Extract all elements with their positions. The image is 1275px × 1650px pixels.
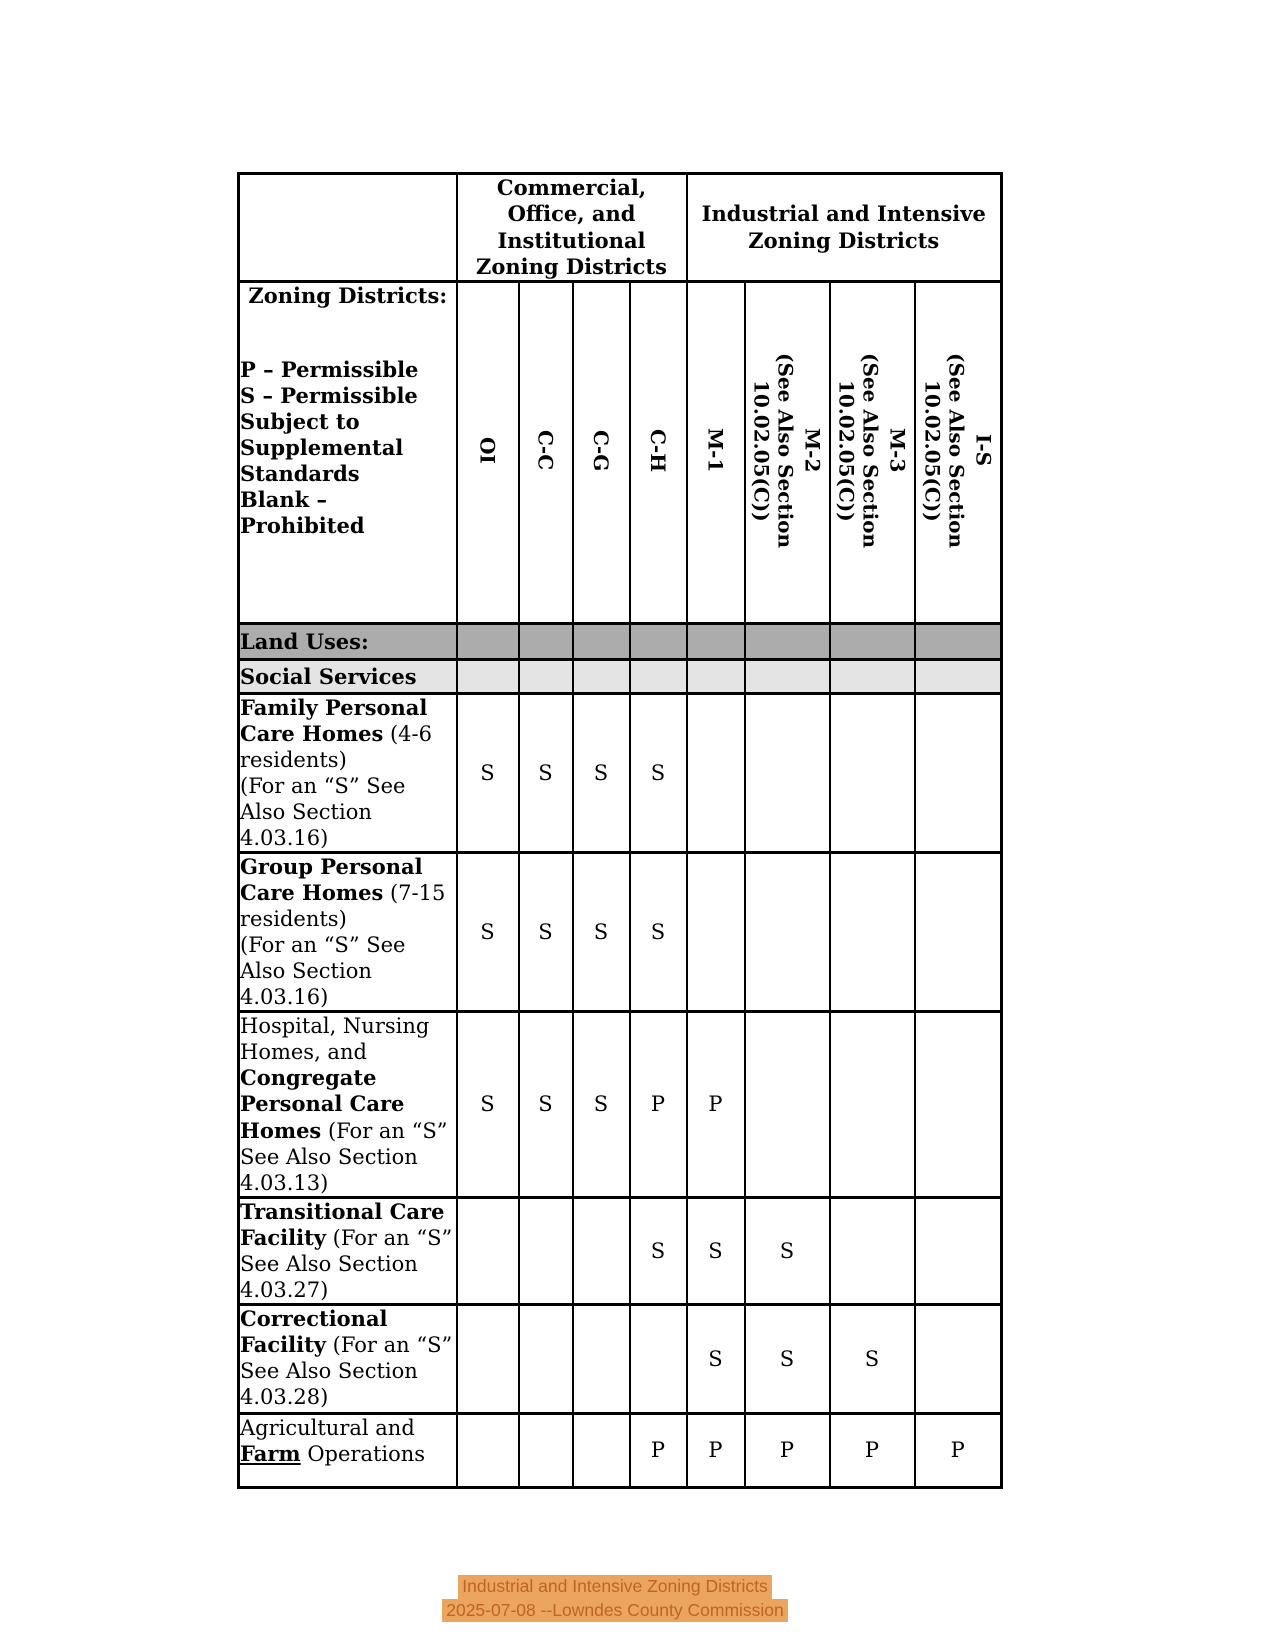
legend-lines [240,357,456,539]
label-part: Family Personal Care Homes [240,695,428,747]
land-use-row [239,1012,1002,1197]
use-value-cell [830,853,915,1012]
district-code: M-3 [885,428,910,473]
section-row [239,624,1002,660]
district-code: C-G [589,429,613,472]
footer-line-meta: 2025-07-08 --Lowndes County Commission [442,1599,788,1622]
corner-cell [239,174,457,282]
use-value-cell [573,1304,630,1413]
land-use-row [239,1413,1002,1487]
district-header-c-h [630,282,687,624]
section-row [239,660,1002,694]
use-value-cell [915,853,1002,1012]
label-part: (For an “S” See Also Section 4.03.28) [240,1332,453,1409]
vertical-header-text [643,429,673,472]
district-note: (See Also Section 10.02.05(C)) [920,352,969,549]
use-value-cell: S [830,1304,915,1413]
label-part: (4-6 residents) (For an “S” See Also Section 4.03.16) [240,722,432,851]
use-value-cell: S [745,1304,830,1413]
use-value-cell: P [915,1413,1002,1487]
use-value-cell [745,1012,830,1197]
section-fill-cell [519,660,573,694]
use-value-cell [519,1304,573,1413]
use-value-cell [457,1197,519,1304]
district-header-i-s [915,282,1002,624]
use-value-cell [630,1304,687,1413]
land-use-label [239,1304,457,1413]
section-fill-cell [915,660,1002,694]
land-use-label [239,1012,457,1197]
vertical-header-text [832,286,913,616]
use-value-cell: S [573,694,630,853]
use-value-cell: S [519,1012,573,1197]
use-value-cell: S [630,1197,687,1304]
district-code: C-H [646,428,670,473]
label-part: Agricultural and [240,1415,415,1440]
use-value-cell [745,853,830,1012]
section-fill-cell [830,624,915,660]
use-value-cell: P [630,1413,687,1487]
district-header-c-g [573,282,630,624]
section-fill-cell [573,624,630,660]
use-value-cell [830,1012,915,1197]
district-note: (See Also Section 10.02.05(C)) [834,352,883,549]
use-value-cell: P [687,1413,745,1487]
land-use-row [239,1197,1002,1304]
zoning-use-table [237,172,1003,1489]
footer-line-title: Industrial and Intensive Zoning Districts [458,1575,771,1598]
section-fill-cell [630,660,687,694]
legend-title: Zoning Districts: [248,283,448,308]
use-value-cell: S [573,1012,630,1197]
section-fill-cell [915,624,1002,660]
legend-line-prohibited: Blank – Prohibited [240,487,365,539]
section-fill-cell [687,660,745,694]
use-value-cell: S [687,1304,745,1413]
use-value-cell [915,694,1002,853]
use-value-cell: S [519,694,573,853]
section-label: Social Services [239,660,457,694]
label-part: Transitional Care Facility [240,1198,445,1250]
use-value-cell: S [745,1197,830,1304]
use-value-cell [745,694,830,853]
district-code: M-2 [800,428,825,473]
district-header-m-1 [687,282,745,624]
section-fill-cell [830,660,915,694]
use-value-cell [457,1304,519,1413]
group-header-row [239,174,1002,282]
label-part: Hospital, Nursing Homes, and [240,1014,430,1065]
land-use-label [239,694,457,853]
district-code: C-C [533,430,558,471]
use-value-cell: P [830,1413,915,1487]
use-value-cell [457,1413,519,1487]
use-value-cell: S [573,853,630,1012]
use-value-cell: P [745,1413,830,1487]
district-code: I-S [971,434,996,467]
label-part: Congregate Personal Care Homes [240,1065,405,1143]
group-header-industrial: Industrial and Intensive Zoning Districts [687,174,1002,282]
legend-line-supplemental: S – Permissible Subject to Supplemental Standards [240,383,418,487]
use-value-cell [830,1197,915,1304]
use-value-cell [687,694,745,853]
vertical-header-text [586,430,616,471]
use-value-cell [573,1197,630,1304]
use-value-cell [687,853,745,1012]
district-header-m-2 [745,282,830,624]
land-use-label [239,853,457,1012]
section-fill-cell [457,660,519,694]
use-value-cell: S [457,1012,519,1197]
section-fill-cell [687,624,745,660]
section-fill-cell [573,660,630,694]
land-use-row [239,1304,1002,1413]
use-value-cell [915,1197,1002,1304]
legend-line-permissible: P – Permissible [240,357,419,383]
use-value-cell: S [630,853,687,1012]
section-fill-cell [519,624,573,660]
legend-cell [239,282,457,624]
district-header-row [239,282,1002,624]
district-header-m-3 [830,282,915,624]
section-label: Land Uses: [239,624,457,660]
use-value-cell: S [687,1197,745,1304]
use-value-cell: P [687,1012,745,1197]
land-use-row [239,694,1002,853]
use-value-cell [915,1012,1002,1197]
vertical-header-text [701,428,731,472]
use-value-cell: S [457,853,519,1012]
vertical-header-text [473,437,503,464]
label-part: Group Personal Care Homes [240,854,423,906]
use-value-cell [519,1413,573,1487]
use-value-cell: P [630,1012,687,1197]
district-code: M-1 [703,428,728,473]
vertical-header-text [747,286,828,616]
land-use-label [239,1197,457,1304]
label-part: (7-15 residents) (For an “S” See Also Section 4.03.16) [240,881,446,1010]
label-part: Farm [240,1440,301,1466]
label-part: (For an “S” See Also Section 4.03.13) [240,1118,448,1195]
label-part: Operations [300,1441,426,1466]
section-fill-cell [745,660,830,694]
district-code: OI [475,437,500,464]
use-value-cell: S [457,694,519,853]
use-value-cell [519,1197,573,1304]
use-value-cell: S [630,694,687,853]
land-use-label [239,1413,457,1487]
district-note: (See Also Section 10.02.05(C)) [749,352,798,549]
label-part: (For an “S” See Also Section 4.03.27) [240,1225,453,1302]
vertical-header-text [531,430,561,470]
land-use-row [239,853,1002,1012]
section-fill-cell [745,624,830,660]
document-footer [0,1575,1230,1622]
use-value-cell [573,1413,630,1487]
section-fill-cell [630,624,687,660]
section-fill-cell [457,624,519,660]
label-part: Correctional Facility [240,1305,388,1357]
district-header-oi [457,282,519,624]
use-value-cell [830,694,915,853]
district-header-c-c [519,282,573,624]
use-value-cell [915,1304,1002,1413]
vertical-header-text [917,353,998,548]
group-header-commercial: Commercial, Office, and Institutional Zoning Districts [457,174,687,282]
use-value-cell: S [519,853,573,1012]
